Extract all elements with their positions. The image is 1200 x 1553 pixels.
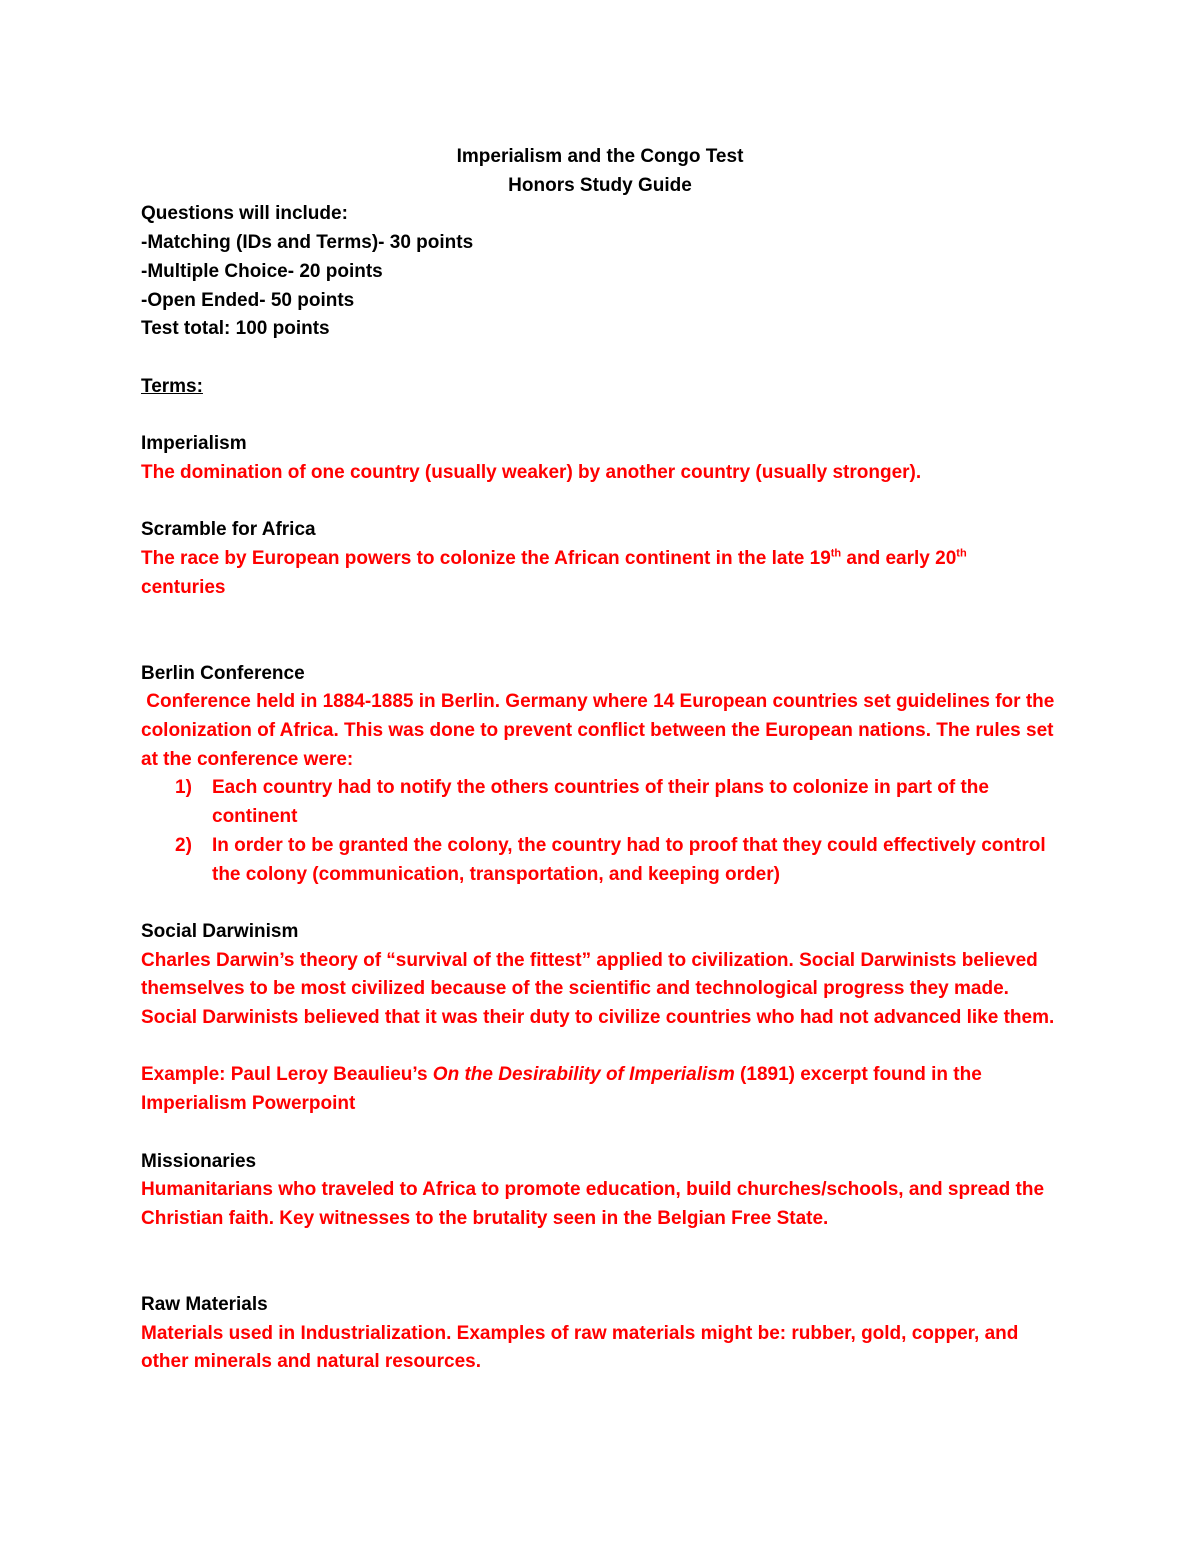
scramble-sup2: th [956, 547, 967, 560]
definition-social-darwinism: Charles Darwin’s theory of “survival of the fittest” applied to civilization. Social Darwinists believed themselves to be most civilized because of the scientific and technological progress they made. Social Darwinists believed that it was their duty to civilize countries who had not advanced like them. [141, 949, 1055, 1029]
example-prefix: Example: Paul Leroy Beaulieu’s [141, 1064, 433, 1086]
document-page [141, 143, 1061, 1377]
definition-raw-materials: Materials used in Industrialization. Examples of raw materials might be: rubber, gold, copper, and other minerals and natural resources. [141, 1322, 1019, 1373]
definition-scramble-for-africa [141, 545, 1061, 574]
test-total: Test total: 100 points [141, 318, 330, 340]
definition-missionaries: Humanitarians who traveled to Africa to promote education, build churches/schools, and spread the Christian faith. Key witnesses to the brutality seen in the Belgian Free State. [141, 1179, 1045, 1229]
term-missionaries: Missionaries [141, 1150, 257, 1172]
question-type-multiple-choice: -Multiple Choice- 20 points [141, 260, 383, 282]
definition-berlin-conference: Conference held in 1884-1885 in Berlin. Germany where 14 European countries set guidelines for the colonization of Africa. This was done to prevent conflict between the European nations. The rules set at the conference were: [141, 691, 1060, 770]
question-type-open-ended: -Open Ended- 50 points [141, 289, 355, 311]
scramble-sup1: th [830, 547, 842, 560]
document-title: Imperialism and the Congo Test [456, 146, 744, 167]
document-subtitle: Honors Study Guide [508, 174, 692, 196]
term-raw-materials: Raw Materials [141, 1294, 268, 1315]
term-berlin-conference: Berlin Conference [141, 662, 305, 684]
term-scramble-for-africa: Scramble for Africa [141, 519, 316, 541]
questions-intro: Questions will include: [141, 203, 348, 225]
list-item: 2) In order to be granted the colony, the country had to proof that they could effectively control the colony (communication, transportation, and keeping order) [175, 834, 1046, 885]
scramble-def-part2: and early 20 [841, 547, 957, 569]
list-item: 1) Each country had to notify the others countries of their plans to colonize in part of the continent [175, 777, 989, 828]
example-title: On the Desirability of Imperialism [432, 1064, 735, 1086]
social-darwinism-example [141, 1061, 1061, 1118]
berlin-rules-list [141, 774, 1061, 889]
question-type-matching: -Matching (IDs and Terms)- 30 points [141, 232, 474, 254]
scramble-def-part1: The race by European powers to colonize the African continent in the late 19 [141, 547, 831, 569]
term-imperialism: Imperialism [141, 433, 247, 454]
example-suffix: (1891) excerpt found in the Imperialism Powerpoint [141, 1064, 982, 1115]
terms-heading: Terms: [141, 375, 203, 397]
definition-imperialism: The domination of one country (usually weaker) by another country (usually stronger). [141, 461, 922, 483]
term-social-darwinism: Social Darwinism [141, 920, 299, 942]
scramble-def-part3: centuries [141, 576, 226, 598]
